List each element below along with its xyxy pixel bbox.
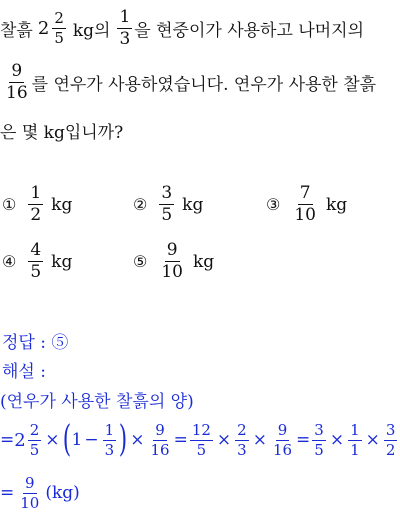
choice-1[interactable]: ① $\frac{1}{2}$ kg: [2, 183, 73, 225]
question-line-3: 은 몇 kg입니까?: [0, 122, 124, 143]
question-text-rest: 을 현중이가 사용하고 나머지의: [134, 20, 364, 41]
choice-5[interactable]: ⑤ $\frac{9}{10}$ kg: [133, 240, 215, 282]
question-text-rest-2: 를 연우가 사용하였습니다. 연우가 사용한 찰흙: [31, 74, 377, 95]
choice-3[interactable]: ③ $\frac{7}{10}$ kg: [266, 183, 348, 225]
choice-4[interactable]: ④ $\frac{4}{5}$ kg: [2, 240, 73, 282]
answer-label: 정답 : ⑤: [2, 332, 69, 353]
mixed-number-2-2-5: 2 $\frac{2}{5}$: [37, 8, 64, 47]
choice-2[interactable]: ② $\frac{3}{5}$ kg: [133, 183, 204, 225]
question-line-2: [2, 55, 376, 109]
unit-kg: kg의: [72, 20, 111, 41]
question-line-1: [0, 4, 364, 52]
explanation-title: (연우가 사용한 찰흙의 양): [0, 391, 194, 412]
explanation-label: 해설 :: [2, 361, 46, 382]
fraction-9-16: $\frac{9}{16}$: [6, 60, 28, 103]
equation-line-2: = $\frac{9}{10}$ (kg): [0, 473, 80, 512]
fraction-1-3: $\frac{1}{3}$: [119, 6, 131, 49]
equation-line-1: = 2 $\frac{2}{5}$ × ( 1 − $\frac{1}{3}$ ) × $\frac{9}{16}$ = $\frac{12}{5}$ × $\frac{2}{3}$ × $\frac{9}{16}$ = $\frac{3}{5}$ × $\frac{1}{1}$ × $\frac{3}{2}$: [0, 419, 396, 460]
question-word: 찰흙: [0, 20, 33, 41]
